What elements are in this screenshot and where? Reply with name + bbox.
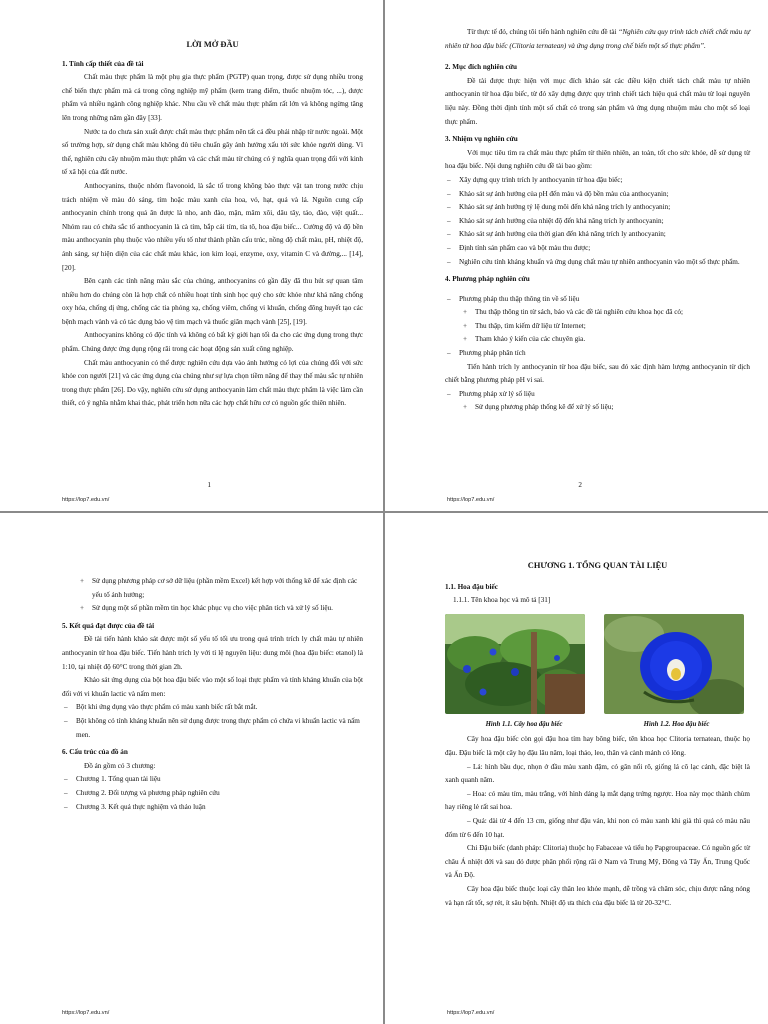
list-item: – Bột không có tính kháng khuẩn nên sử dụng được trong thực phẩm có chứa vi khuẩn lactic và nấm men. [64,716,360,739]
list-item: – Chương 2. Đối tượng và phương pháp nghiên cứu [64,788,220,797]
list-item: – Chương 1. Tổng quan tài liệu [64,775,161,784]
footer-link[interactable]: https://lop7.edu.vn/ [447,1010,495,1016]
footer-link[interactable]: https://lop7.edu.vn/ [62,1010,110,1016]
paragraph: Bên cạnh các tính năng màu sắc của chúng, anthocyanins có gần đây đã thu hút sự quan tâm nhiều hơn do chúng còn là hợp chất có nhiều hoạt tính sinh học quý cho sức khỏe như khả năng chống oxy hóa, chống dị ứng, chống các tia phóng xạ, chống viêm, chống vi khuẩn, chống đông huyết tạo các bệnh mạch vành và có tác dụng bảo vệ tim mạch và thuốc giãn mạch vành [25], [19]. [62,277,363,326]
subsection-heading-1-1-1: 1.1.1. Tên khoa học và mô tả [31] [453,596,551,605]
paragraph: – Quả: dài từ 4 đến 13 cm, giống như đậu ván, khi non có màu xanh khi già thì quả có màu nâu đốm từ 6 đến 10 hạt. [445,816,750,839]
figure-flower-photo [604,614,744,714]
page-title: LỜI MỞ ĐẦU [186,40,239,49]
page-number: 2 [578,481,582,489]
paragraph: Cây hoa đậu biếc thuộc loại cây thân leo khỏe mạnh, dễ trồng và chăm sóc, chịu được nắng nóng và hạn rất tốt, sợ rét, ít sâu bệnh. Nhiệt độ ưa thích của đậu biếc là từ 20-32°C. [445,884,750,907]
page-1-content [62,26,363,411]
footer-link[interactable]: https://lop7.edu.vn/ [62,497,110,503]
section-heading-5: 5. Kết quả đạt được của đề tài [62,621,155,630]
thesis-title: “Nghiên cứu quy trình tách chiết chất màu tự nhiên từ hoa đậu biếc (Clitoria ternatean) và ứng dụng trong chế biến một số thực phẩm”. [445,28,750,50]
section-heading-1-1: 1.1. Hoa đậu biếc [445,582,498,591]
footer-link[interactable]: https://lop7.edu.vn/ [447,497,495,503]
paragraph: – Lá: hình bầu dục, nhọn ở đầu màu xanh đậm, có gân nổi rõ, giống lá cô lạc cảnh, đặc biệt là xanh quanh năm. [445,762,750,785]
paragraph: Khảo sát ứng dụng của bột hoa đậu biếc vào một số loại thực phẩm và tính kháng khuẩn của bột đối với vi khuẩn lactic và nấm men: [62,676,363,698]
section-heading-6: 6. Cấu trúc của đồ án [62,748,128,757]
paragraph: Đề tài tiến hành khảo sát được một số yếu tố tối ưu trong quá trình trích ly chất màu tự nhiên anthocyanin từ hoa đậu biếc. Tiến hành trích ly với tỉ lệ nguyên liệu: dung môi (hoa đậu biếc: etanol) là 1:10, tại nhiệt độ 60°C trong thời gian 2h. [62,635,363,671]
list-item: – Định tính sản phẩm cao và bột màu thu được; [447,243,591,252]
page-2 [385,0,768,511]
list-item: – Nghiên cứu tính kháng khuẩn và ứng dụng chất màu tự nhiên anthocyanin vào một số thực phẩm. [447,257,740,266]
sub-list-item: + Sử dụng một số phần mềm tin học khác phục vụ cho việc phân tích và xử lý số liệu. [80,604,333,613]
section-heading-1: 1. Tính cấp thiết của đề tài [62,59,144,68]
paragraph: Chi Đậu biếc (danh pháp: Clitoria) thuộc họ Fabaceae và tiểu họ Papgroupaceae. Có nguồn gốc từ châu Á nhiệt đới và sau đó được phân phối rộng rãi ở Nam và Trung Mỹ, Đông và Tây Ấn, Trung Quốc và Ấn Độ. [445,844,750,880]
page-4 [385,513,768,1024]
method-item: – Phương pháp phân tích [447,349,526,358]
paragraph: Cây hoa đậu biếc còn gọi đậu hoa tím hay bông biếc, tên khoa học Clitoria ternatean, thuộc họ đậu. Đậu biếc là một cây họ đậu lâu năm, loại thảo, leo, thân và cành mảnh có lông. [445,735,750,757]
intro-text: Từ thực tế đó, chúng tôi tiến hành nghiên cứu đề tài [467,28,619,36]
butterfly-pea-plant-image [445,614,585,714]
figure-caption-1: Hình 1.1. Cây hoa đậu biếc [485,720,563,728]
list-item: – Khảo sát sự ảnh hưởng của pH đến màu và độ bền màu của anthocyanin; [447,189,669,198]
sub-list-item: + Sử dụng phương pháp thống kê để xử lý số liệu; [463,403,614,412]
section-heading-3: 3. Nhiệm vụ nghiên cứu [445,135,518,144]
list-item: – Bột khi ứng dụng vào thực phẩm có màu xanh biếc rất bắt mắt. [64,703,258,712]
paragraph: Tiến hành trích ly anthocyanin từ hoa đậu biếc, sau đó xác định hàm lượng anthocyanin từ dịch chiết bằng phương pháp pH vi sai. [445,362,750,385]
paragraph: Chất màu anthocyanin có thể được nghiên cứu dựa vào ảnh hưởng có lợi của chúng đối với sức khỏe con người [21] và các ứng dụng của chúng như sự lựa chọn tiềm năng để thay thế màu sắc tự nhiên trong thực phẩm [26]. Do vậy, nghiên cứu sử dụng anthocyanin làm chất màu thực phẩm là việc làm cần thiết, có ý nghĩa nhằm khai thác, phát triển hơn nữa các hợp chất hữu cơ có nguồn gốc thiên nhiên. [62,358,364,408]
list-item: – Xây dựng quy trình trích ly anthocyanin từ hoa đậu biếc; [447,175,623,184]
paragraph: Đề tài được thực hiện với mục đích khảo sát các điều kiện chiết tách chất màu tự nhiên anthocyanin từ hoa đậu biếc, từ đó xây dựng được quy trình chiết tách hiệu quả chất màu từ loại nguyên liệu này. Đồng thời định tính một số chất có trong sản phẩm và ứng dụng nhuộm màu cho một số loại thực phẩm. [445,76,750,126]
page-4-content [445,559,750,910]
method-item: – Phương pháp xử lý số liệu [447,389,535,398]
paragraph: Anthocyanins không có độc tính và không có bất kỳ giới hạn tối đa cho các ứng dụng trong thực phẩm. Chúng được ứng dụng rộng rãi trong các hoạt động sản xuất công nghiệp. [62,331,363,354]
sub-list-item: + Tham khảo ý kiến của các chuyên gia. [463,335,586,344]
page-2-content [445,26,750,415]
page-number: 1 [207,481,211,489]
paragraph [445,26,750,53]
sub-list-item: + Thu thập thông tin từ sách, báo và các đề tài nghiên cứu khoa học đã có; [463,308,683,317]
paragraph: Nước ta do chưa sản xuất được chất màu thực phẩm nên tất cả đều phải nhập từ nước ngoài. Một số trường hợp, sử dụng chất màu không đủ tiêu chuẩn gây ảnh hưởng xấu tới sức khỏe người dùng. Vì thế, nghiên cứu cây nhuộm màu thực phẩm và các chất màu từ chúng có ý nghĩa quan trọng đối với kinh tế xã hội của đất nước. [62,127,363,177]
page-1 [0,0,383,511]
figures [445,614,744,714]
sub-list-item: + Thu thập, tìm kiếm dữ liệu từ Internet; [463,321,586,330]
figure-plant-photo [445,614,585,714]
list-item: – Khảo sát sự ảnh hưởng của nhiệt độ đến khả năng trích ly anthocyanin; [447,216,664,225]
figure-caption-2: Hình 1.2. Hoa đậu biếc [643,720,710,728]
paragraph: – Hoa: có màu tím, màu trắng, với hình dáng lạ mắt dạng trứng ngược. Hoa này mọc thành chùm hay riêng lẻ rất sai hoa. [445,789,750,812]
paragraph: Chất màu thực phẩm là một phụ gia thực phẩm (PGTP) quan trọng, được sử dụng nhiều trong chế biến thực phẩm mà cả trong công nghiệp mỹ phẩm (kem trang điểm, thuốc nhuộm tóc, ...), dược phẩm và nhiều ngành công nghiệp khác. Nhu cầu về chất màu thực phẩm rất lớn và không ngừng tăng lên trong những năm gần đây [33]. [62,73,363,122]
butterfly-pea-flower-image [604,614,744,714]
chapter-title: CHƯƠNG 1. TỔNG QUAN TÀI LIỆU [527,561,668,570]
page-3 [0,513,383,1024]
paragraph: Với mục tiêu tìm ra chất màu thực phẩm từ thiên nhiên, an toàn, tốt cho sức khỏe, dễ sử dụng từ hoa đậu biếc. Nội dung nghiên cứu đề tài bao gồm: [445,148,750,171]
figure-captions [445,718,750,732]
paragraph: Anthocyanins, thuộc nhóm flavonoid, là sắc tố trong không bào thực vật tan trong nước chịu trách nhiệm về màu đỏ sáng, tím hoặc màu xanh của hoa, vỏ, hạt, quả và lá. Nguồn cung cấp anthocyanin chính trong quả ăn được là nho, anh đào, mận, mâm xôi, dâu tây, táo, đào, việt quất... Nhóm rau có chứa sắc tố anthocyanin là cà tím, bắp cải tím, tía tô, hoa đậu biếc... Cường độ và độ bền màu anthocyanin phụ thuộc vào nhiều yếu tố như thành phần cấu trúc, nồng độ chất màu, pH, nhiệt độ, ánh sáng, sự hiện diện của các chất màu khác, ion kim loại, enzyme, oxy, vitamin C và đường,... [14], [20]. [62,181,363,272]
list-item: – Khảo sát sự ảnh hưởng của thời gian đến khả năng trích ly anthocyanin; [447,230,666,239]
list-item: – Chương 3. Kết quả thực nghiệm và thảo luận [64,802,206,811]
section-heading-2: 2. Mục đích nghiên cứu [445,63,518,72]
section-heading-4: 4. Phương pháp nghiên cứu [445,275,530,284]
page-3-content [62,575,363,814]
method-item: – Phương pháp thu thập thông tin về số liệu [447,294,580,303]
sub-list-item: + Sử dụng phương pháp cơ sở dữ liệu (phần mềm Excel) kết hợp với thống kê để xác định các yếu tố ảnh hưởng; [80,577,358,599]
list-item: – Khảo sát sự ảnh hưởng tỷ lệ dung môi đến khả năng trích ly anthocyanin; [447,203,671,212]
paragraph: Đồ án gồm có 3 chương: [84,761,156,770]
